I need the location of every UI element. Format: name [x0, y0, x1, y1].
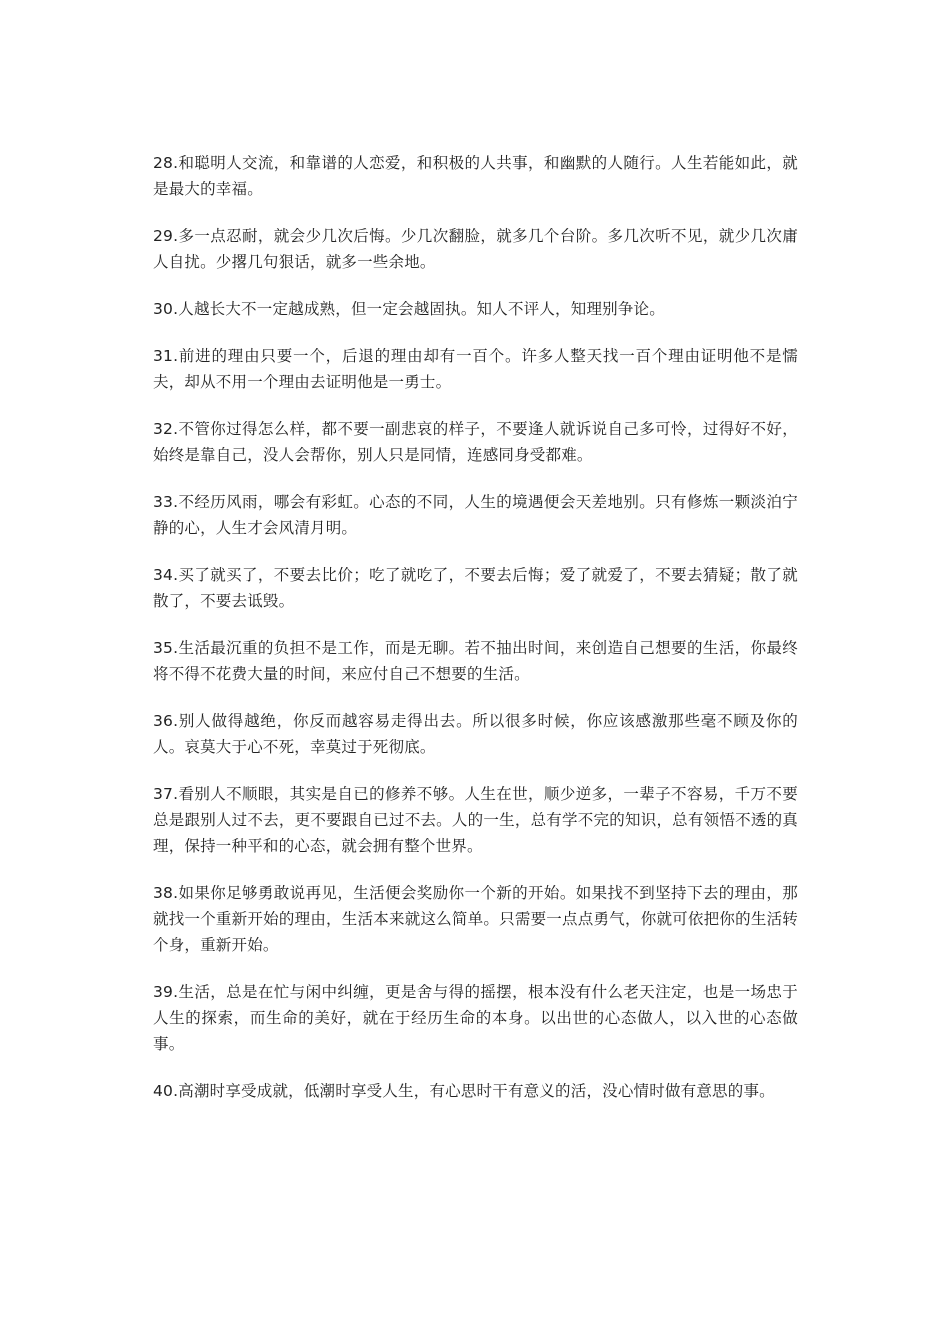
- paragraph-33: 33.不经历风雨，哪会有彩虹。心态的不同，人生的境遇便会天差地别。只有修炼一颗淡泊宁静的心，人生才会风清月明。: [153, 493, 798, 537]
- paragraph-28: 28.和聪明人交流，和靠谱的人恋爱，和积极的人共事，和幽默的人随行。人生若能如此，就是最大的幸福。: [153, 154, 798, 198]
- paragraph-40: 40.高潮时享受成就，低潮时享受人生，有心思时干有意义的活，没心情时做有意思的事。: [153, 1082, 775, 1100]
- paragraph-31: 31.前进的理由只要一个，后退的理由却有一百个。许多人整天找一百个理由证明他不是懦夫，却从不用一个理由去证明他是一勇士。: [153, 347, 798, 391]
- paragraph-39: 39.生活，总是在忙与闲中纠缠，更是舍与得的摇摆，根本没有什么老天注定，也是一场忠于人生的探索，而生命的美好，就在于经历生命的本身。以出世的心态做人，以入世的心态做事。: [153, 983, 798, 1053]
- document-body: [153, 150, 798, 1125]
- paragraph-30: 30.人越长大不一定越成熟，但一定会越固执。知人不评人，知理别争论。: [153, 300, 665, 318]
- paragraph-38: 38.如果你足够勇敢说再见，生活便会奖励你一个新的开始。如果找不到坚持下去的理由，那就找一个重新开始的理由，生活本来就这么简单。只需要一点点勇气，你就可依把你的生活转个身，重新开始。: [153, 884, 798, 954]
- paragraph-29: 29.多一点忍耐，就会少几次后悔。少几次翻脸，就多几个台阶。多几次听不见，就少几次庸人自扰。少撂几句狠话，就多一些余地。: [153, 227, 798, 271]
- paragraph-32: 32.不管你过得怎么样，都不要一副悲哀的样子，不要逢人就诉说自己多可怜，过得好不好，始终是靠自己，没人会帮你，别人只是同情，连感同身受都难。: [153, 420, 798, 464]
- paragraph-35: 35.生活最沉重的负担不是工作，而是无聊。若不抽出时间，来创造自己想要的生活，你最终将不得不花费大量的时间，来应付自己不想要的生活。: [153, 639, 798, 683]
- paragraph-36: 36.别人做得越绝，你反而越容易走得出去。所以很多时候，你应该感激那些毫不顾及你的人。哀莫大于心不死，幸莫过于死彻底。: [153, 712, 798, 756]
- paragraph-34: 34.买了就买了，不要去比价；吃了就吃了，不要去后悔；爱了就爱了，不要去猜疑；散了就散了，不要去诋毁。: [153, 566, 798, 610]
- paragraph-37: 37.看别人不顺眼，其实是自已的修养不够。人生在世，顺少逆多，一辈子不容易，千万不要总是跟别人过不去，更不要跟自已过不去。人的一生，总有学不完的知识，总有领悟不透的真理，保持一种平和的心态，就会拥有整个世界。: [153, 785, 798, 855]
